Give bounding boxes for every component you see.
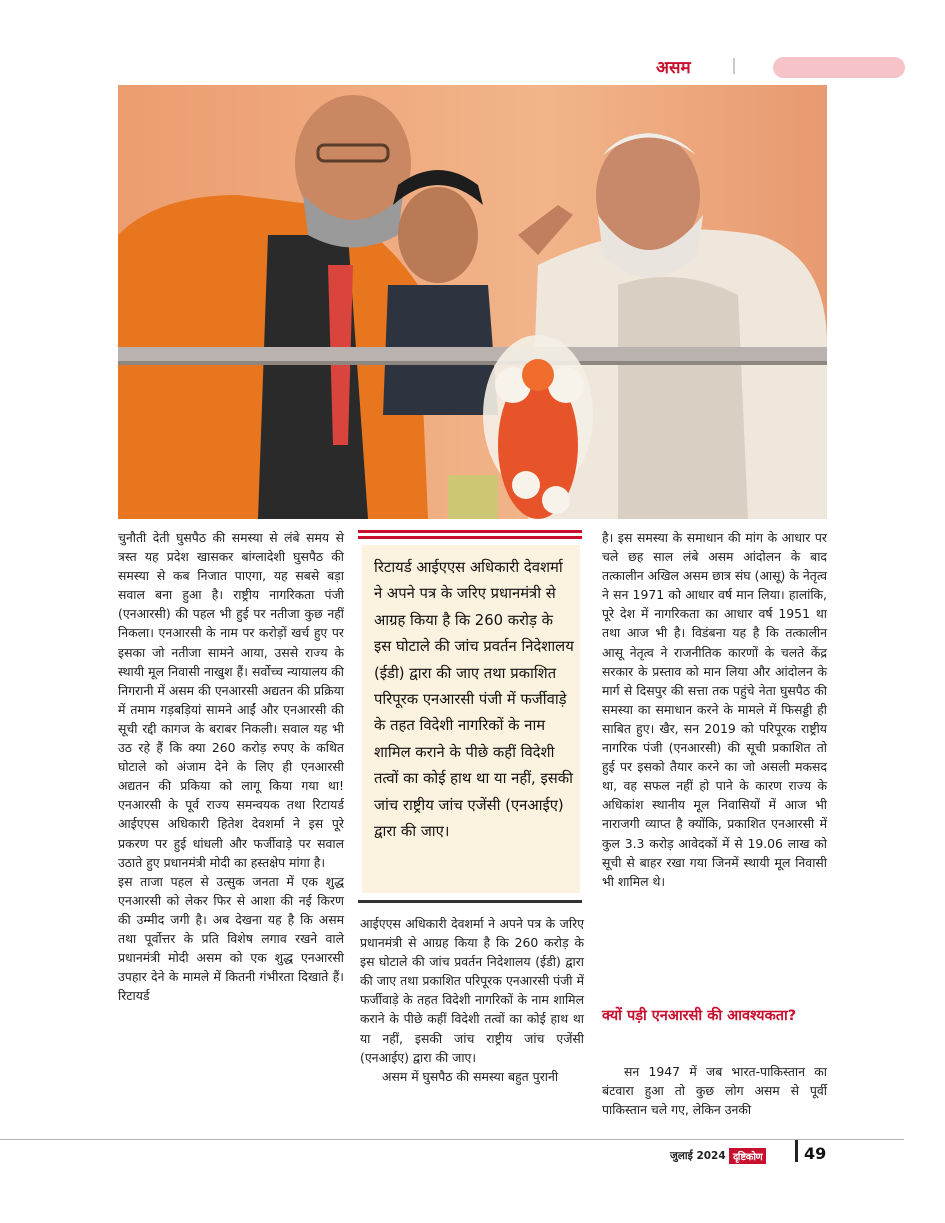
article-paragraph: है। इस समस्या के समाधान की मांग के आधार पर चले छह साल लंबे असम आंदोलन के बाद तत्कालीन अखिल असम छात्र संघ (आसू) के नेतृत्व ने सन 1971 को आधार वर्ष मान लिया। हालांकि, पूरे देश में नागरिकता का आधार वर्ष 1951 था तथा आज भी है। विडंबना यह है कि तत्कालीन आसू नेतृत्व ने राजनीतिक कारणों के चलते केंद्र सरकार के प्रस्ताव को मान लिया और आंदोलन के मार्ग से दिसपुर की सत्ता तक पहुंचे नेता घुसपैठ की समस्या का समाधान करने के मामले में फिसड्डी ही साबित हुए। खैर, सन 2019 को परिपूरक राष्ट्रीय नागरिक पंजी (एनआरसी) की सूची प्रकाशित तो हुई पर इसको तैयार करने का जो असली मकसद था, वह सफल नहीं हो पाने के कारण राज्य के अधिकांश स्थानीय मूल निवासियों में आज भी नाराजगी व्याप्त है क्योंकि, प्रकाशित एनआरसी में कुल 3.3 करोड़ आवेदकों में से 19.06 लाख को सूची से बाहर रखा गया जिनमें स्थायी मूल निवासी भी शामिल थे। <box>602 530 827 889</box>
footer-divider <box>795 1140 798 1162</box>
article-column-3 <box>602 528 827 891</box>
article-column-2 <box>360 914 584 1086</box>
article-column-1 <box>118 528 344 1005</box>
article-paragraph: आईएएस अधिकारी देवशर्मा ने अपने पत्र के जरिए प्रधानमंत्री से आग्रह किया है कि 260 करोड़ के इस घोटाले की जांच प्रवर्तन निदेशालय (ईडी) द्वारा की जाए तथा प्रकाशित परिपूरक एनआरसी पंजी में फर्जीवाड़े के तहत विदेशी नागरिकों के नाम शामिल कराने के पीछे कहीं विदेशी तत्वों का कोई हाथ था या नहीं, इसकी जांच राष्ट्रीय जांच एजेंसी (एनआईए) द्वारा की जाए। <box>360 916 584 1065</box>
pullquote <box>362 545 580 893</box>
section-subheading: क्यों पड़ी एनआरसी की आवश्यकता? <box>602 1008 797 1024</box>
article-paragraph: चुनौती देती घुसपैठ की समस्या से लंबे समय से त्रस्त यह प्रदेश खासकर बांग्लादेशी घुसपैठ की समस्या से कब निजात पाएगा, यह सबसे बड़ा सवाल बना हुआ है। राष्ट्रीय नागरिकता पंजी (एनआरसी) की पहल भी हुई पर नतीजा कुछ नहीं निकला। एनआरसी के नाम पर करोड़ों खर्च हुए पर इसका जो नतीजा सामने आया, उससे राज्य के स्थायी मूल निवासी नाखुश हैं। सर्वोच्च न्यायालय की निगरानी में असम की एनआरसी अद्यतन की प्रक्रिया में तमाम गड़बड़ियां सामने आईं और एनआरसी की सूची रद्दी कागज के बराबर निकली। सवाल यह भी उठ रहे हैं कि क्या 260 करोड़ रुपए के कथित घोटाले को अंजाम देने के लिए ही एनआरसी अद्यतन की प्रकिया को लागू किया गया था! एनआरसी के पूर्व राज्य समन्वयक तथा रिटायर्ड आईएएस अधिकारी हितेश देवशर्मा ने इस पूरे प्रकरण पर हुई धांधली और फर्जीवाड़े पर सवाल उठाते हुए प्रधानमंत्री मोदी का हस्तक्षेप मांगा है। <box>118 530 344 870</box>
header-divider <box>733 58 735 74</box>
section-title: असम <box>656 58 691 78</box>
issue-date: जुलाई 2024 <box>670 1150 726 1162</box>
pullquote-bottom-rule <box>358 900 582 903</box>
pullquote-text: रिटायर्ड आईएएस अधिकारी देवशर्मा ने अपने पत्र के जरिए प्रधानमंत्री से आग्रह किया है कि 260 करोड़ के इस घोटाले की जांच प्रवर्तन निदेशालय (ईडी) द्वारा की जाए तथा प्रकाशित परिपूरक एनआरसी पंजी में फर्जीवाड़े के तहत विदेशी नागरिकों के नाम शामिल कराने के पीछे कहीं विदेशी तत्वों का कोई हाथ था या नहीं, इसकी जांच राष्ट्रीय जांच एजेंसी (एनआईए) द्वारा की जाए। <box>374 559 574 841</box>
pullquote-top-rule <box>358 530 582 542</box>
header-decoration <box>773 57 905 78</box>
article-column-3-continued <box>602 1062 827 1119</box>
lead-photo <box>118 85 827 519</box>
page-number: 49 <box>804 1144 827 1163</box>
article-paragraph: असम में घुसपैठ की समस्या बहुत पुरानी <box>382 1068 559 1084</box>
footer-rule <box>0 1139 904 1140</box>
magazine-logo: दृष्टिकोण <box>729 1148 766 1164</box>
article-paragraph: इस ताजा पहल से उत्सुक जनता में एक शुद्ध एनआरसी को लेकर फिर से आशा की नई किरण की उम्मीद जगी है। अब देखना यह है कि असम तथा पूर्वोत्तर के प्रति विशेष लगाव रखने वाले प्रधानमंत्री मोदी असम को एक शुद्ध एनआरसी उपहार देने के मामले में कितनी गंभीरता दिखाते हैं। रिटायर्ड <box>118 873 344 1004</box>
lead-photo-illustration <box>118 85 827 519</box>
article-paragraph: सन 1947 में जब भारत-पाकिस्तान का बंटवारा हुआ तो कुछ लोग असम से पूर्वी पाकिस्तान चले गए, लेकिन उनकी <box>602 1064 827 1118</box>
